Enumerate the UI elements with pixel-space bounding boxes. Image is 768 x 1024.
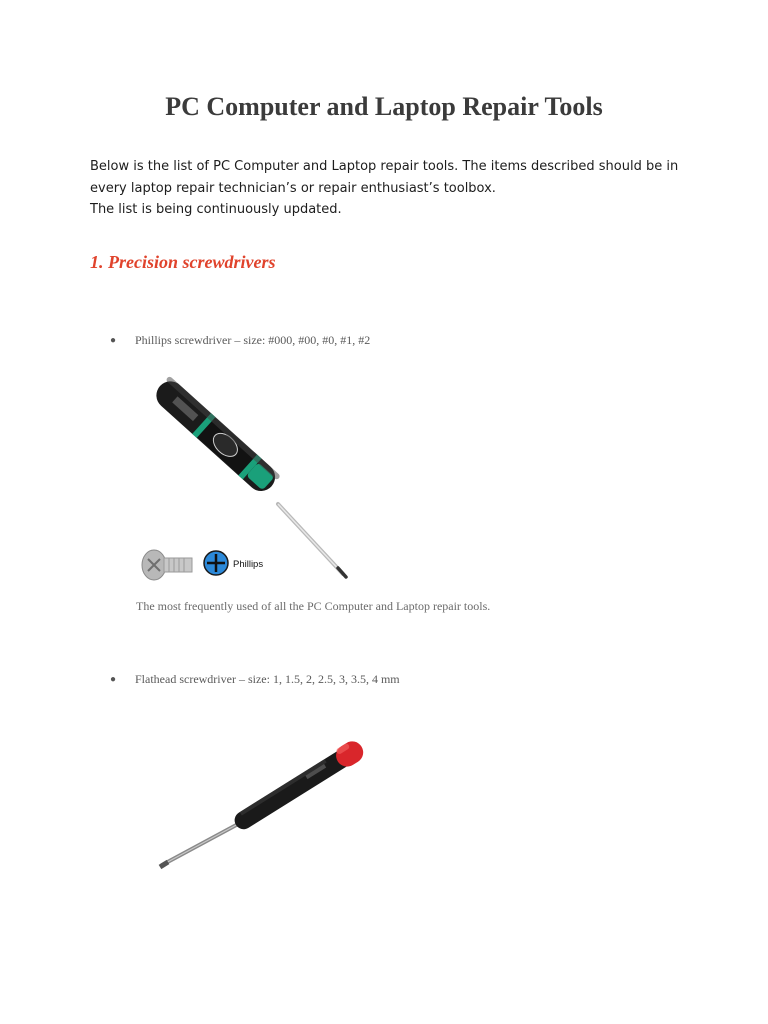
list-item-phillips — [110, 333, 370, 348]
list-item-text: Phillips screwdriver – size: #000, #00, #0, #1, #2 — [135, 333, 371, 347]
flathead-screwdriver-illustration — [140, 705, 410, 895]
bullet-icon: ● — [110, 674, 117, 685]
phillips-screwdriver-illustration — [138, 364, 368, 590]
section-heading: 1. Precision screwdrivers — [90, 252, 276, 272]
phillips-screwdriver-image — [138, 364, 368, 590]
flathead-screwdriver-image — [140, 705, 410, 895]
bullet-icon: ● — [110, 335, 117, 346]
image-caption: The most frequently used of all the PC Computer and Laptop repair tools. — [136, 599, 491, 613]
intro-line: Below is the list of PC Computer and Laptop repair tools. The items described should be in — [90, 159, 679, 174]
screw-icon — [142, 550, 192, 580]
intro-line: every laptop repair technician’s or repair enthusiast’s toolbox. — [90, 180, 496, 196]
intro-paragraph — [90, 156, 690, 221]
intro-line: The list is being continuously updated. — [90, 202, 342, 217]
phillips-label: Phillips — [233, 559, 264, 570]
list-item-flathead — [110, 672, 400, 687]
list-item-text: Flathead screwdriver – size: 1, 1.5, 2, 2.5, 3, 3.5, 4 mm — [135, 672, 400, 686]
page-title: PC Computer and Laptop Repair Tools — [165, 92, 603, 121]
phillips-cross-icon — [204, 551, 228, 575]
